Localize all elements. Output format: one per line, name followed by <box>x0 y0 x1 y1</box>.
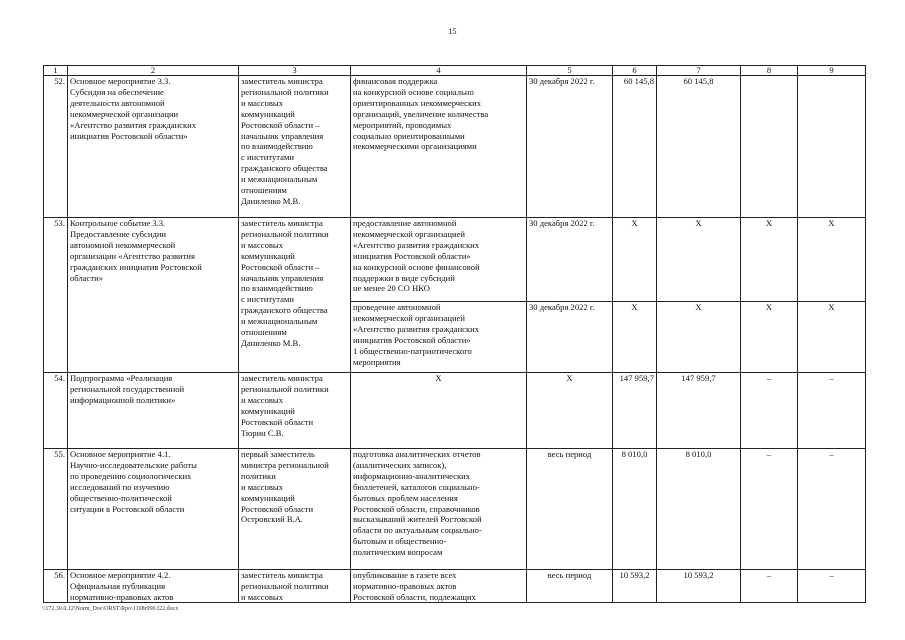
value-col9: – <box>798 570 866 603</box>
activity-name <box>68 570 239 603</box>
activity-name-text: Основное мероприятие 4.2. Официальная публикация нормативно-правовых актов <box>70 570 174 602</box>
activity-name: Контрольное событие 3.3. Предоставление субсидии автономной некоммерческой организации «Агентство развития гражданских инициатив Ростовской области» <box>68 218 239 373</box>
table-row <box>44 218 866 302</box>
responsible-person-text: заместитель министра региональной политики и массовых <box>241 570 329 602</box>
value-col7: 10 593,2 <box>657 570 741 603</box>
row-number: 55. <box>44 449 68 570</box>
value-col7: 60 145,8 <box>657 76 741 218</box>
plan-table <box>43 65 866 603</box>
column-number: 6 <box>613 66 657 76</box>
responsible-person: заместитель министра региональной политики и массовых коммуникаций Ростовской области – начальник управления по взаимодействию с институтами гражданского общества и межнациональным отношениям Даниленко М.В. <box>239 76 351 218</box>
value-col6: 147 959,7 <box>613 373 657 449</box>
column-number: 9 <box>798 66 866 76</box>
value-col7: 147 959,7 <box>657 373 741 449</box>
expected-result: X <box>351 373 527 449</box>
deadline: X <box>527 373 613 449</box>
activity-name: Основное мероприятие 4.1. Научно-исследовательские работы по проведению социологических исследований по изучению общественно-политической ситуации в Ростовской области <box>68 449 239 570</box>
value-col7: X <box>657 302 741 373</box>
page-number: 15 <box>448 27 457 36</box>
column-number: 8 <box>741 66 798 76</box>
column-number: 2 <box>68 66 239 76</box>
column-number: 5 <box>527 66 613 76</box>
value-col6: 10 593,2 <box>613 570 657 603</box>
row-number: 56. <box>44 570 68 603</box>
value-col8: – <box>741 449 798 570</box>
expected-result <box>351 570 527 603</box>
value-col9: – <box>798 373 866 449</box>
value-col9: X <box>798 218 866 302</box>
value-col6: X <box>613 218 657 302</box>
value-col6: 8 010,0 <box>613 449 657 570</box>
expected-result: проведение автономной некоммерческой организацией «Агентство развития гражданских инициатив Ростовской области» 1 общественно-патриотического мероприятия <box>351 302 527 373</box>
value-col6: 60 145,8 <box>613 76 657 218</box>
column-number: 4 <box>351 66 527 76</box>
column-number: 1 <box>44 66 68 76</box>
responsible-person: заместитель министра региональной политики и массовых коммуникаций Ростовской области Тюрин С.В. <box>239 373 351 449</box>
value-col9: – <box>798 449 866 570</box>
table-row <box>44 570 866 603</box>
expected-result: предоставление автономной некоммерческой организацией «Агентство развития гражданских инициатив Ростовской области» на конкурсной основе финансовой поддержки в виде субсидий не менее 20 СО НКО <box>351 218 527 302</box>
table-row <box>44 449 866 570</box>
deadline: весь период <box>527 570 613 603</box>
value-col8: X <box>741 302 798 373</box>
column-number-row <box>44 66 866 76</box>
activity-name: Основное мероприятие 3.3. Субсидия на обеспечение деятельности автономной некоммерческой организации «Агентство развития гражданских инициатив Ростовской области» <box>68 76 239 218</box>
value-col8: – <box>741 373 798 449</box>
deadline: 30 декабря 2022 г. <box>527 218 613 302</box>
responsible-person <box>239 570 351 603</box>
deadline: весь период <box>527 449 613 570</box>
expected-result-text: опубликование в газете всех нормативно-правовых актов Ростовской области, подлежащих <box>353 570 476 602</box>
value-col6: X <box>613 302 657 373</box>
row-number: 54. <box>44 373 68 449</box>
responsible-person: первый заместитель министра региональной политики и массовых коммуникаций Ростовской области Островский В.А. <box>239 449 351 570</box>
value-col7: X <box>657 218 741 302</box>
table-row <box>44 76 866 218</box>
column-number: 7 <box>657 66 741 76</box>
value-col8: – <box>741 570 798 603</box>
value-col9: X <box>798 302 866 373</box>
value-col7: 8 010,0 <box>657 449 741 570</box>
row-number: 53. <box>44 218 68 373</box>
table-row <box>44 373 866 449</box>
file-path-footer: \\172.30.0.12\Norm_Doc\ORST\Rpo\1108r990.f22.docx <box>42 606 179 612</box>
expected-result: финансовая поддержка на конкурсной основе социально ориентированных некоммерческих организаций, увеличение количества мероприятий, проводимых социально ориентированными некоммерческими организациями <box>351 76 527 218</box>
column-number: 3 <box>239 66 351 76</box>
value-col8: X <box>741 218 798 302</box>
value-col8 <box>741 76 798 218</box>
value-col9 <box>798 76 866 218</box>
expected-result: подготовка аналитических отчетов (аналитических записок), информационно-аналитических бюллетеней, каталогов социально- бытовых проблем населения Ростовской области, справочников высказываний жителей Ростовской области по актуальным социально- бытовым и общественно- политическим вопросам <box>351 449 527 570</box>
responsible-person: заместитель министра региональной политики и массовых коммуникаций Ростовской области – начальник управления по взаимодействию с институтами гражданского общества и межнациональным отношениям Даниленко М.В. <box>239 218 351 373</box>
deadline: 30 декабря 2022 г. <box>527 76 613 218</box>
activity-name: Подпрограмма «Реализация региональной государственной информационной политики» <box>68 373 239 449</box>
deadline: 30 декабря 2022 г. <box>527 302 613 373</box>
row-number: 52. <box>44 76 68 218</box>
